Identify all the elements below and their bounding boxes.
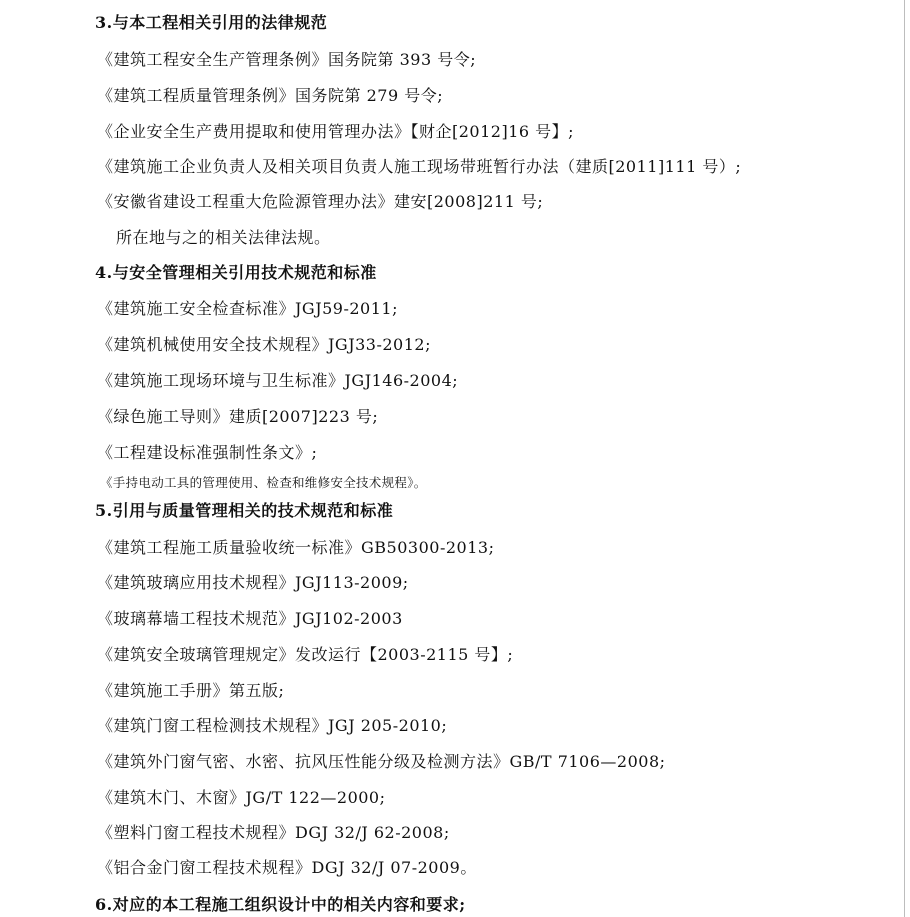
- section-6-heading: 6.对应的本工程施工组织设计中的相关内容和要求;: [95, 895, 466, 914]
- list-item: 《建筑施工现场环境与卫生标准》JGJ146-2004;: [97, 371, 459, 390]
- section-3-heading: 3.与本工程相关引用的法律规范: [95, 13, 328, 32]
- list-item: 《安徽省建设工程重大危险源管理办法》建安[2008]211 号;: [97, 192, 544, 211]
- list-item: 《工程建设标准强制性条文》;: [97, 443, 318, 462]
- list-item: 《绿色施工导则》建质[2007]223 号;: [97, 407, 379, 426]
- list-item: 《建筑施工手册》第五版;: [97, 681, 285, 700]
- page-border: [904, 0, 905, 917]
- list-item: 《建筑工程施工质量验收统一标准》GB50300-2013;: [97, 538, 495, 557]
- list-item: 《建筑工程质量管理条例》国务院第 279 号令;: [97, 86, 444, 105]
- list-item: 《建筑施工安全检查标准》JGJ59-2011;: [97, 299, 398, 318]
- list-item: 《建筑安全玻璃管理规定》发改运行【2003-2115 号】;: [97, 645, 514, 664]
- list-item: 所在地与之的相关法律法规。: [116, 228, 331, 247]
- list-item: 《建筑玻璃应用技术规程》JGJ113-2009;: [97, 573, 409, 592]
- list-item: 《企业安全生产费用提取和使用管理办法》【财企[2012]16 号】;: [97, 122, 575, 141]
- section-5-heading: 5.引用与质量管理相关的技术规范和标准: [95, 501, 394, 520]
- list-item: 《玻璃幕墙工程技术规范》JGJ102-2003: [97, 609, 403, 628]
- list-item: 《建筑门窗工程检测技术规程》JGJ 205-2010;: [97, 716, 448, 735]
- list-item: 《铝合金门窗工程技术规程》DGJ 32/J 07-2009。: [97, 858, 477, 877]
- list-item: 《建筑外门窗气密、水密、抗风压性能分级及检测方法》GB/T 7106—2008;: [97, 752, 666, 771]
- list-item: 《建筑施工企业负责人及相关项目负责人施工现场带班暂行办法（建质[2011]111 号）;: [97, 157, 742, 176]
- list-item: 《塑料门窗工程技术规程》DGJ 32/J 62-2008;: [97, 823, 450, 842]
- list-item: 《建筑木门、木窗》JG/T 122—2000;: [97, 788, 386, 807]
- list-item: 《手持电动工具的管理使用、检查和维修安全技术规程》。: [100, 475, 427, 490]
- list-item: 《建筑机械使用安全技术规程》JGJ33-2012;: [97, 335, 431, 354]
- section-4-heading: 4.与安全管理相关引用技术规范和标准: [95, 263, 377, 282]
- list-item: 《建筑工程安全生产管理条例》国务院第 393 号令;: [97, 50, 477, 69]
